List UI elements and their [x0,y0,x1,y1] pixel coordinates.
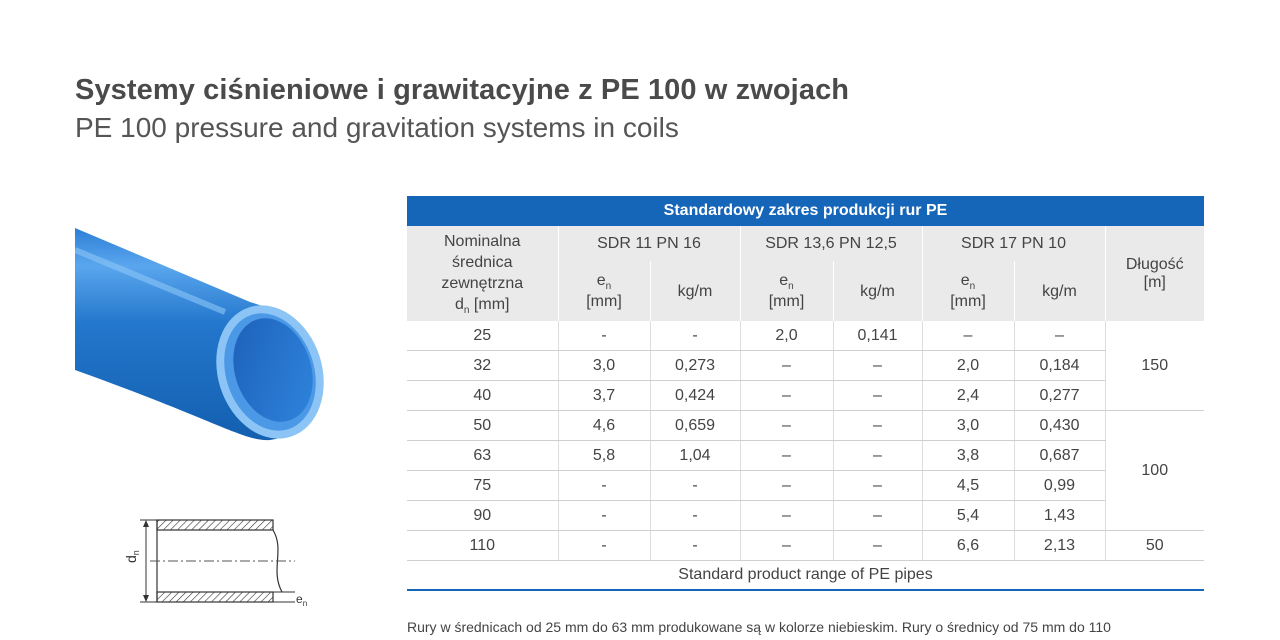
pipe-section-diagram [110,505,310,615]
table-row [407,381,1204,411]
table-cell: – [833,381,922,411]
table-cell: 3,8 [922,441,1014,471]
header-sdr136: SDR 13,6 PN 12,5 [740,226,922,261]
page-title: Systemy ciśnieniowe i grawitacyjne z PE 100 w zwojach [75,74,850,106]
length-cell: 50 [1105,531,1204,561]
table-cell: 75 [407,471,558,501]
table-cell: – [833,411,922,441]
table-cell: 1,43 [1014,501,1105,531]
table-cell: 2,13 [1014,531,1105,561]
table-cell: 50 [407,411,558,441]
table-cell: 3,7 [558,381,650,411]
header-wall-thickness: $e_n$ [mm] [740,261,833,321]
table-cell: - [650,321,740,351]
table-cell: - [558,531,650,561]
table-row [407,501,1204,531]
header-sdr11: SDR 11 PN 16 [558,226,740,261]
table-cell: – [922,321,1014,351]
table-cell: - [650,471,740,501]
table-cell: 110 [407,531,558,561]
table-cell: 0,430 [1014,411,1105,441]
table-cell: 63 [407,441,558,471]
table-row [407,531,1204,561]
table-cell: 90 [407,501,558,531]
table-cell: 0,277 [1014,381,1105,411]
header-wall-thickness: $e_n$ [mm] [558,261,650,321]
length-cell: 150 [1105,321,1204,411]
table-cell: – [833,501,922,531]
table-cell: 4,6 [558,411,650,441]
table-cell: 0,99 [1014,471,1105,501]
table-cell: 2,0 [922,351,1014,381]
table-row [407,471,1204,501]
length-cell: 100 [1105,411,1204,531]
table-row [407,411,1204,441]
header-nominal-diameter: Nominalna średnica zewnętrzna $d_n$ [mm] [407,226,558,321]
table-cell: – [740,411,833,441]
table-cell: – [833,351,922,381]
header-wall-thickness: $e_n$ [mm] [922,261,1014,321]
table-cell: - [558,321,650,351]
dn-label: $d_n$ [123,550,141,563]
table-cell: – [740,471,833,501]
table-cell: 4,5 [922,471,1014,501]
table-cell: 3,0 [558,351,650,381]
table-cell: 1,04 [650,441,740,471]
table-cell: 0,687 [1014,441,1105,471]
table-caption: Standardowy zakres produkcji rur PE [407,196,1204,226]
table-cell: 0,184 [1014,351,1105,381]
table-cell: – [833,441,922,471]
table-row [407,441,1204,471]
table-row [407,321,1204,351]
header-weight: kg/m [1014,261,1105,321]
table-cell: 0,424 [650,381,740,411]
table-cell: 0,273 [650,351,740,381]
table-cell: – [740,441,833,471]
product-range-table [407,196,1204,591]
table-cell: – [740,351,833,381]
header-weight: kg/m [833,261,922,321]
table-cell: – [740,501,833,531]
table-row [407,351,1204,381]
table-cell: 2,4 [922,381,1014,411]
table-cell: - [558,471,650,501]
table-cell: 25 [407,321,558,351]
table-cell: 5,8 [558,441,650,471]
table-cell: 5,4 [922,501,1014,531]
header-sdr17: SDR 17 PN 10 [922,226,1105,261]
table-cell: – [1014,321,1105,351]
header-weight: kg/m [650,261,740,321]
table-cell: – [833,471,922,501]
table-cell: – [740,531,833,561]
en-label: $e_n$ [296,592,308,608]
table-cell: – [740,381,833,411]
table-footer-caption: Standard product range of PE pipes [407,561,1204,591]
table-cell: - [650,531,740,561]
table-cell: 6,6 [922,531,1014,561]
note-text: Rury w średnicach od 25 mm do 63 mm produkowane są w kolorze niebieskim. Rury o średnicy od 75 mm do 110 [407,619,1111,635]
table-cell: 3,0 [922,411,1014,441]
table-cell: 32 [407,351,558,381]
table-cell: 2,0 [740,321,833,351]
table-cell: 0,659 [650,411,740,441]
table-cell: 0,141 [833,321,922,351]
header-length: Długość [m] [1105,226,1204,321]
table-cell: - [650,501,740,531]
table-cell: - [558,501,650,531]
table-cell: 40 [407,381,558,411]
page-subtitle: PE 100 pressure and gravitation systems in coils [75,112,679,143]
blue-pipe-image [75,220,335,450]
table-cell: – [833,531,922,561]
